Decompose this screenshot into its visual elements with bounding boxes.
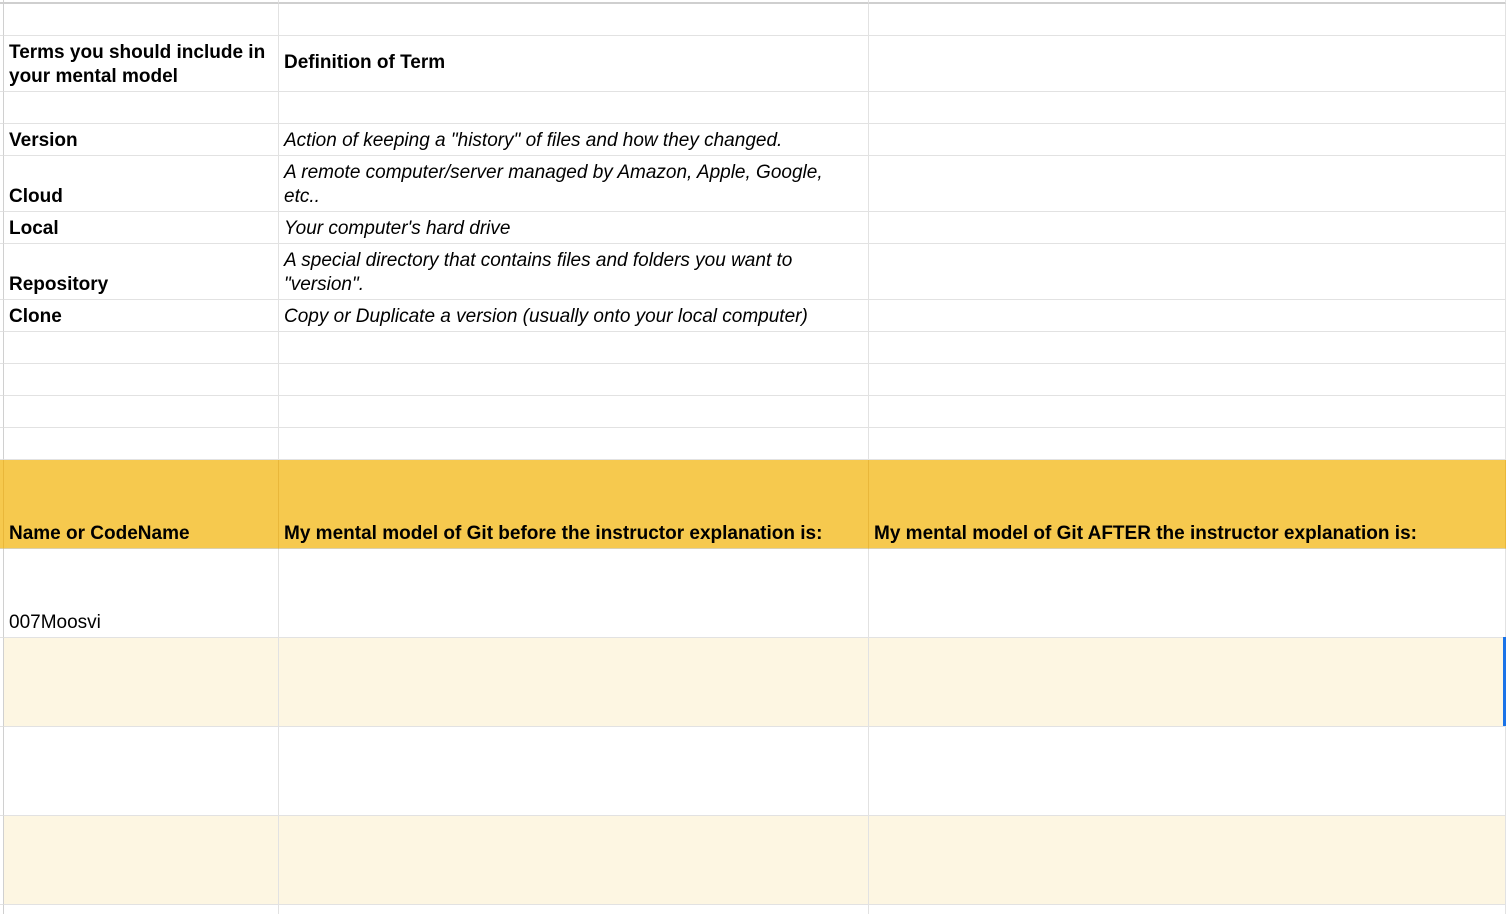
response-row	[0, 727, 1506, 816]
sheet-row	[0, 905, 1506, 914]
term-cell[interactable]	[4, 212, 279, 244]
cell[interactable]	[279, 332, 869, 364]
term-cell[interactable]	[4, 156, 279, 212]
cell[interactable]	[4, 4, 279, 36]
after-cell[interactable]	[869, 816, 1506, 905]
response-row	[0, 638, 1506, 727]
glossary-row	[0, 156, 1506, 212]
response-header-row	[0, 460, 1506, 549]
cell[interactable]	[869, 300, 1506, 332]
name-cell[interactable]	[4, 816, 279, 905]
term-cell[interactable]	[4, 300, 279, 332]
definition-cell[interactable]	[279, 124, 869, 156]
before-header: My mental model of Git before the instructor explanation is:	[284, 523, 823, 544]
cell[interactable]	[869, 905, 1506, 914]
glossary-row	[0, 124, 1506, 156]
cell[interactable]	[279, 905, 869, 914]
after-cell[interactable]	[869, 727, 1506, 816]
definition-cell[interactable]	[279, 300, 869, 332]
cell[interactable]	[4, 396, 279, 428]
glossary-definition-header-cell[interactable]	[279, 36, 869, 92]
definition-text: Your computer's hard drive	[284, 218, 511, 239]
glossary-row	[0, 244, 1506, 300]
sheet-row	[0, 4, 1506, 36]
before-cell[interactable]	[279, 638, 869, 727]
term-label: Cloud	[9, 186, 63, 207]
cell[interactable]	[279, 428, 869, 460]
after-header-cell[interactable]	[869, 460, 1506, 549]
after-cell[interactable]	[869, 549, 1506, 638]
definition-text: A remote computer/server managed by Amazon, Apple, Google, etc..	[284, 162, 823, 207]
sheet-row	[0, 332, 1506, 364]
name-header: Name or CodeName	[9, 523, 190, 544]
cell[interactable]	[4, 332, 279, 364]
name-cell[interactable]	[4, 549, 279, 638]
cell[interactable]	[279, 4, 869, 36]
cell[interactable]	[4, 905, 279, 914]
name-cell[interactable]	[4, 638, 279, 727]
before-header-cell[interactable]	[279, 460, 869, 549]
cell[interactable]	[869, 4, 1506, 36]
term-label: Version	[9, 130, 78, 151]
term-label: Local	[9, 218, 59, 239]
term-cell[interactable]	[4, 244, 279, 300]
after-cell[interactable]	[869, 638, 1506, 727]
cell[interactable]	[4, 92, 279, 124]
sheet-row	[0, 428, 1506, 460]
definition-text: Action of keeping a "history" of files and how they changed.	[284, 130, 783, 151]
cell[interactable]	[869, 332, 1506, 364]
term-label: Clone	[9, 306, 62, 327]
before-cell[interactable]	[279, 727, 869, 816]
cell[interactable]	[869, 428, 1506, 460]
sheet-row	[0, 92, 1506, 124]
name-cell[interactable]	[4, 727, 279, 816]
glossary-term-header-cell[interactable]	[4, 36, 279, 92]
cell[interactable]	[279, 364, 869, 396]
after-header: My mental model of Git AFTER the instructor explanation is:	[874, 523, 1417, 544]
sheet-row	[0, 364, 1506, 396]
definition-cell[interactable]	[279, 156, 869, 212]
cell[interactable]	[869, 156, 1506, 212]
before-cell[interactable]	[279, 816, 869, 905]
cell[interactable]	[869, 396, 1506, 428]
cell[interactable]	[4, 364, 279, 396]
cell[interactable]	[869, 124, 1506, 156]
glossary-definition-header: Definition of Term	[284, 51, 446, 73]
definition-cell[interactable]	[279, 212, 869, 244]
response-row	[0, 816, 1506, 905]
definition-cell[interactable]	[279, 244, 869, 300]
cell[interactable]	[869, 92, 1506, 124]
response-row	[0, 549, 1506, 638]
glossary-header-row	[0, 36, 1506, 92]
cell[interactable]	[869, 244, 1506, 300]
term-cell[interactable]	[4, 124, 279, 156]
cell[interactable]	[4, 428, 279, 460]
name-header-cell[interactable]	[4, 460, 279, 549]
definition-text: A special directory that contains files and folders you want to "version".	[284, 250, 793, 295]
glossary-row	[0, 212, 1506, 244]
glossary-row	[0, 300, 1506, 332]
name-value: 007Moosvi	[9, 612, 101, 633]
cell[interactable]	[869, 36, 1506, 92]
before-cell[interactable]	[279, 549, 869, 638]
definition-text: Copy or Duplicate a version (usually onto your local computer)	[284, 306, 808, 327]
cell[interactable]	[869, 212, 1506, 244]
cell[interactable]	[869, 364, 1506, 396]
cell[interactable]	[279, 396, 869, 428]
glossary-term-header: Terms you should include in your mental model	[9, 42, 266, 87]
cell[interactable]	[279, 92, 869, 124]
sheet-row	[0, 396, 1506, 428]
term-label: Repository	[9, 274, 109, 295]
